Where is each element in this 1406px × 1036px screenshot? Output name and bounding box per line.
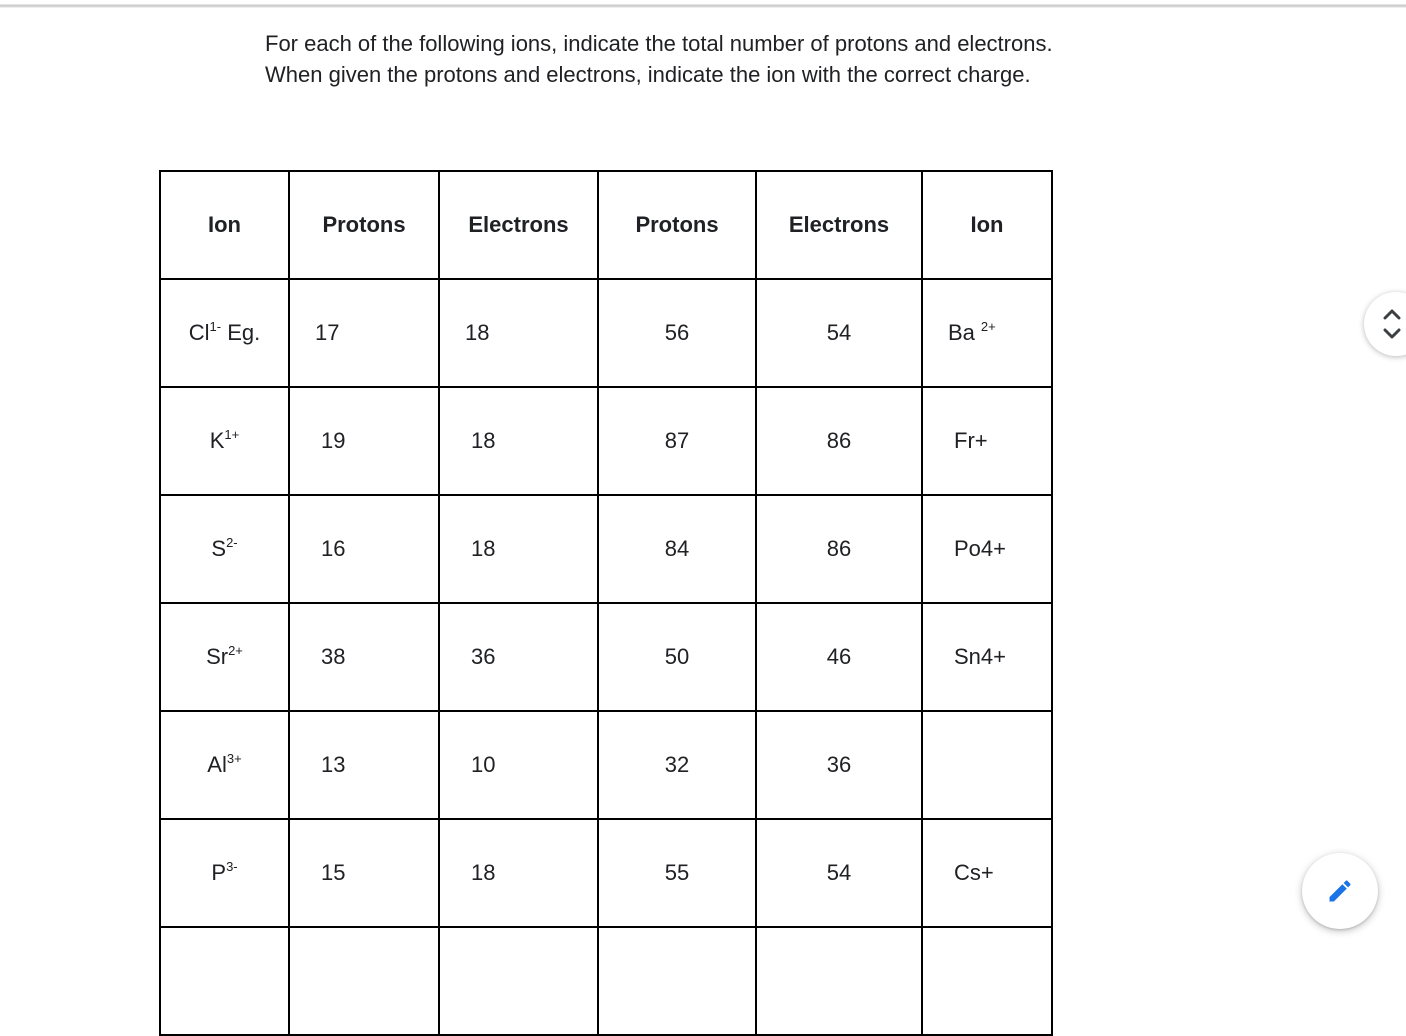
- instructions: [265, 28, 1165, 90]
- instructions-line-2: When given the protons and electrons, indicate the ion with the correct charge.: [265, 62, 1031, 87]
- given-protons-cell[interactable]: 55: [598, 819, 756, 927]
- given-electrons-cell[interactable]: 86: [756, 495, 922, 603]
- answer-ion-cell[interactable]: [922, 387, 1052, 495]
- electrons-cell[interactable]: 36: [439, 603, 598, 711]
- table-row: [160, 819, 1052, 927]
- given-protons-cell[interactable]: 84: [598, 495, 756, 603]
- electrons-cell[interactable]: [439, 927, 598, 1035]
- section-nav-button[interactable]: [1364, 292, 1406, 356]
- ion-charge: 2-: [226, 535, 238, 550]
- ion-suffix: Eg.: [221, 320, 261, 345]
- given-electrons-cell[interactable]: [756, 927, 922, 1035]
- ion-cell[interactable]: [160, 603, 289, 711]
- answer-ion-cell[interactable]: [922, 603, 1052, 711]
- given-electrons-cell[interactable]: 36: [756, 711, 922, 819]
- ion-symbol: Cl: [188, 320, 210, 345]
- given-protons-cell[interactable]: 56: [598, 279, 756, 387]
- ion-cell[interactable]: [160, 279, 289, 387]
- ion-charge: 2+: [228, 643, 243, 658]
- pencil-icon: [1326, 877, 1354, 905]
- header-electrons: Electrons: [439, 171, 598, 279]
- answer-ion-cell[interactable]: [922, 279, 1052, 387]
- electrons-cell[interactable]: 18: [439, 387, 598, 495]
- table-row: [160, 711, 1052, 819]
- toolbar-divider: [0, 0, 1406, 8]
- answer-ion-cell[interactable]: [922, 711, 1052, 819]
- table-header-row: [160, 171, 1052, 279]
- answer-ion-cell[interactable]: [922, 927, 1052, 1035]
- answer-symbol: Sn4+: [954, 644, 1006, 669]
- ion-cell[interactable]: [160, 711, 289, 819]
- answer-symbol: Fr+: [954, 428, 988, 453]
- given-electrons-cell[interactable]: 46: [756, 603, 922, 711]
- protons-cell[interactable]: 13: [289, 711, 439, 819]
- electrons-cell[interactable]: 10: [439, 711, 598, 819]
- header-answer-ion: Ion: [922, 171, 1052, 279]
- ion-symbol: P: [211, 860, 227, 885]
- ion-cell[interactable]: [160, 495, 289, 603]
- table-row: [160, 603, 1052, 711]
- ion-symbol: K: [209, 428, 225, 453]
- answer-charge: 2+: [980, 319, 996, 334]
- electrons-cell[interactable]: 18: [439, 279, 598, 387]
- ion-charge: 3+: [226, 751, 242, 766]
- protons-cell[interactable]: 17: [289, 279, 439, 387]
- table-row-partial: [160, 927, 1052, 1035]
- protons-cell[interactable]: 15: [289, 819, 439, 927]
- ion-charge: 3-: [226, 859, 238, 874]
- header-ion: Ion: [160, 171, 289, 279]
- table-row: [160, 387, 1052, 495]
- header-protons: Protons: [289, 171, 439, 279]
- given-electrons-cell[interactable]: 54: [756, 279, 922, 387]
- instructions-line-1: For each of the following ions, indicate the total number of protons and electrons.: [265, 31, 1053, 56]
- table-row: [160, 279, 1052, 387]
- answer-symbol: Po4+: [954, 536, 1006, 561]
- ion-cell[interactable]: [160, 387, 289, 495]
- electrons-cell[interactable]: 18: [439, 819, 598, 927]
- answer-ion-cell[interactable]: [922, 495, 1052, 603]
- given-protons-cell[interactable]: [598, 927, 756, 1035]
- protons-cell[interactable]: 38: [289, 603, 439, 711]
- given-electrons-cell[interactable]: 54: [756, 819, 922, 927]
- ions-table: [159, 170, 1053, 1036]
- given-electrons-cell[interactable]: 86: [756, 387, 922, 495]
- given-protons-cell[interactable]: 32: [598, 711, 756, 819]
- answer-symbol: Cs+: [954, 860, 994, 885]
- table-row: [160, 495, 1052, 603]
- given-protons-cell[interactable]: 50: [598, 603, 756, 711]
- header-given-protons: Protons: [598, 171, 756, 279]
- chevron-up-down-icon: [1380, 306, 1404, 342]
- ion-symbol: S: [211, 536, 227, 561]
- ion-charge: 1+: [224, 427, 240, 442]
- ion-symbol: Al: [207, 752, 227, 777]
- protons-cell[interactable]: 19: [289, 387, 439, 495]
- ion-cell[interactable]: [160, 819, 289, 927]
- protons-cell[interactable]: [289, 927, 439, 1035]
- edit-fab-button[interactable]: [1302, 853, 1378, 929]
- answer-ion-cell[interactable]: [922, 819, 1052, 927]
- electrons-cell[interactable]: 18: [439, 495, 598, 603]
- ion-cell[interactable]: [160, 927, 289, 1035]
- answer-symbol: Ba: [948, 320, 975, 345]
- protons-cell[interactable]: 16: [289, 495, 439, 603]
- header-given-electrons: Electrons: [756, 171, 922, 279]
- ion-symbol: Sr: [206, 644, 229, 669]
- given-protons-cell[interactable]: 87: [598, 387, 756, 495]
- ion-charge: 1-: [209, 319, 222, 334]
